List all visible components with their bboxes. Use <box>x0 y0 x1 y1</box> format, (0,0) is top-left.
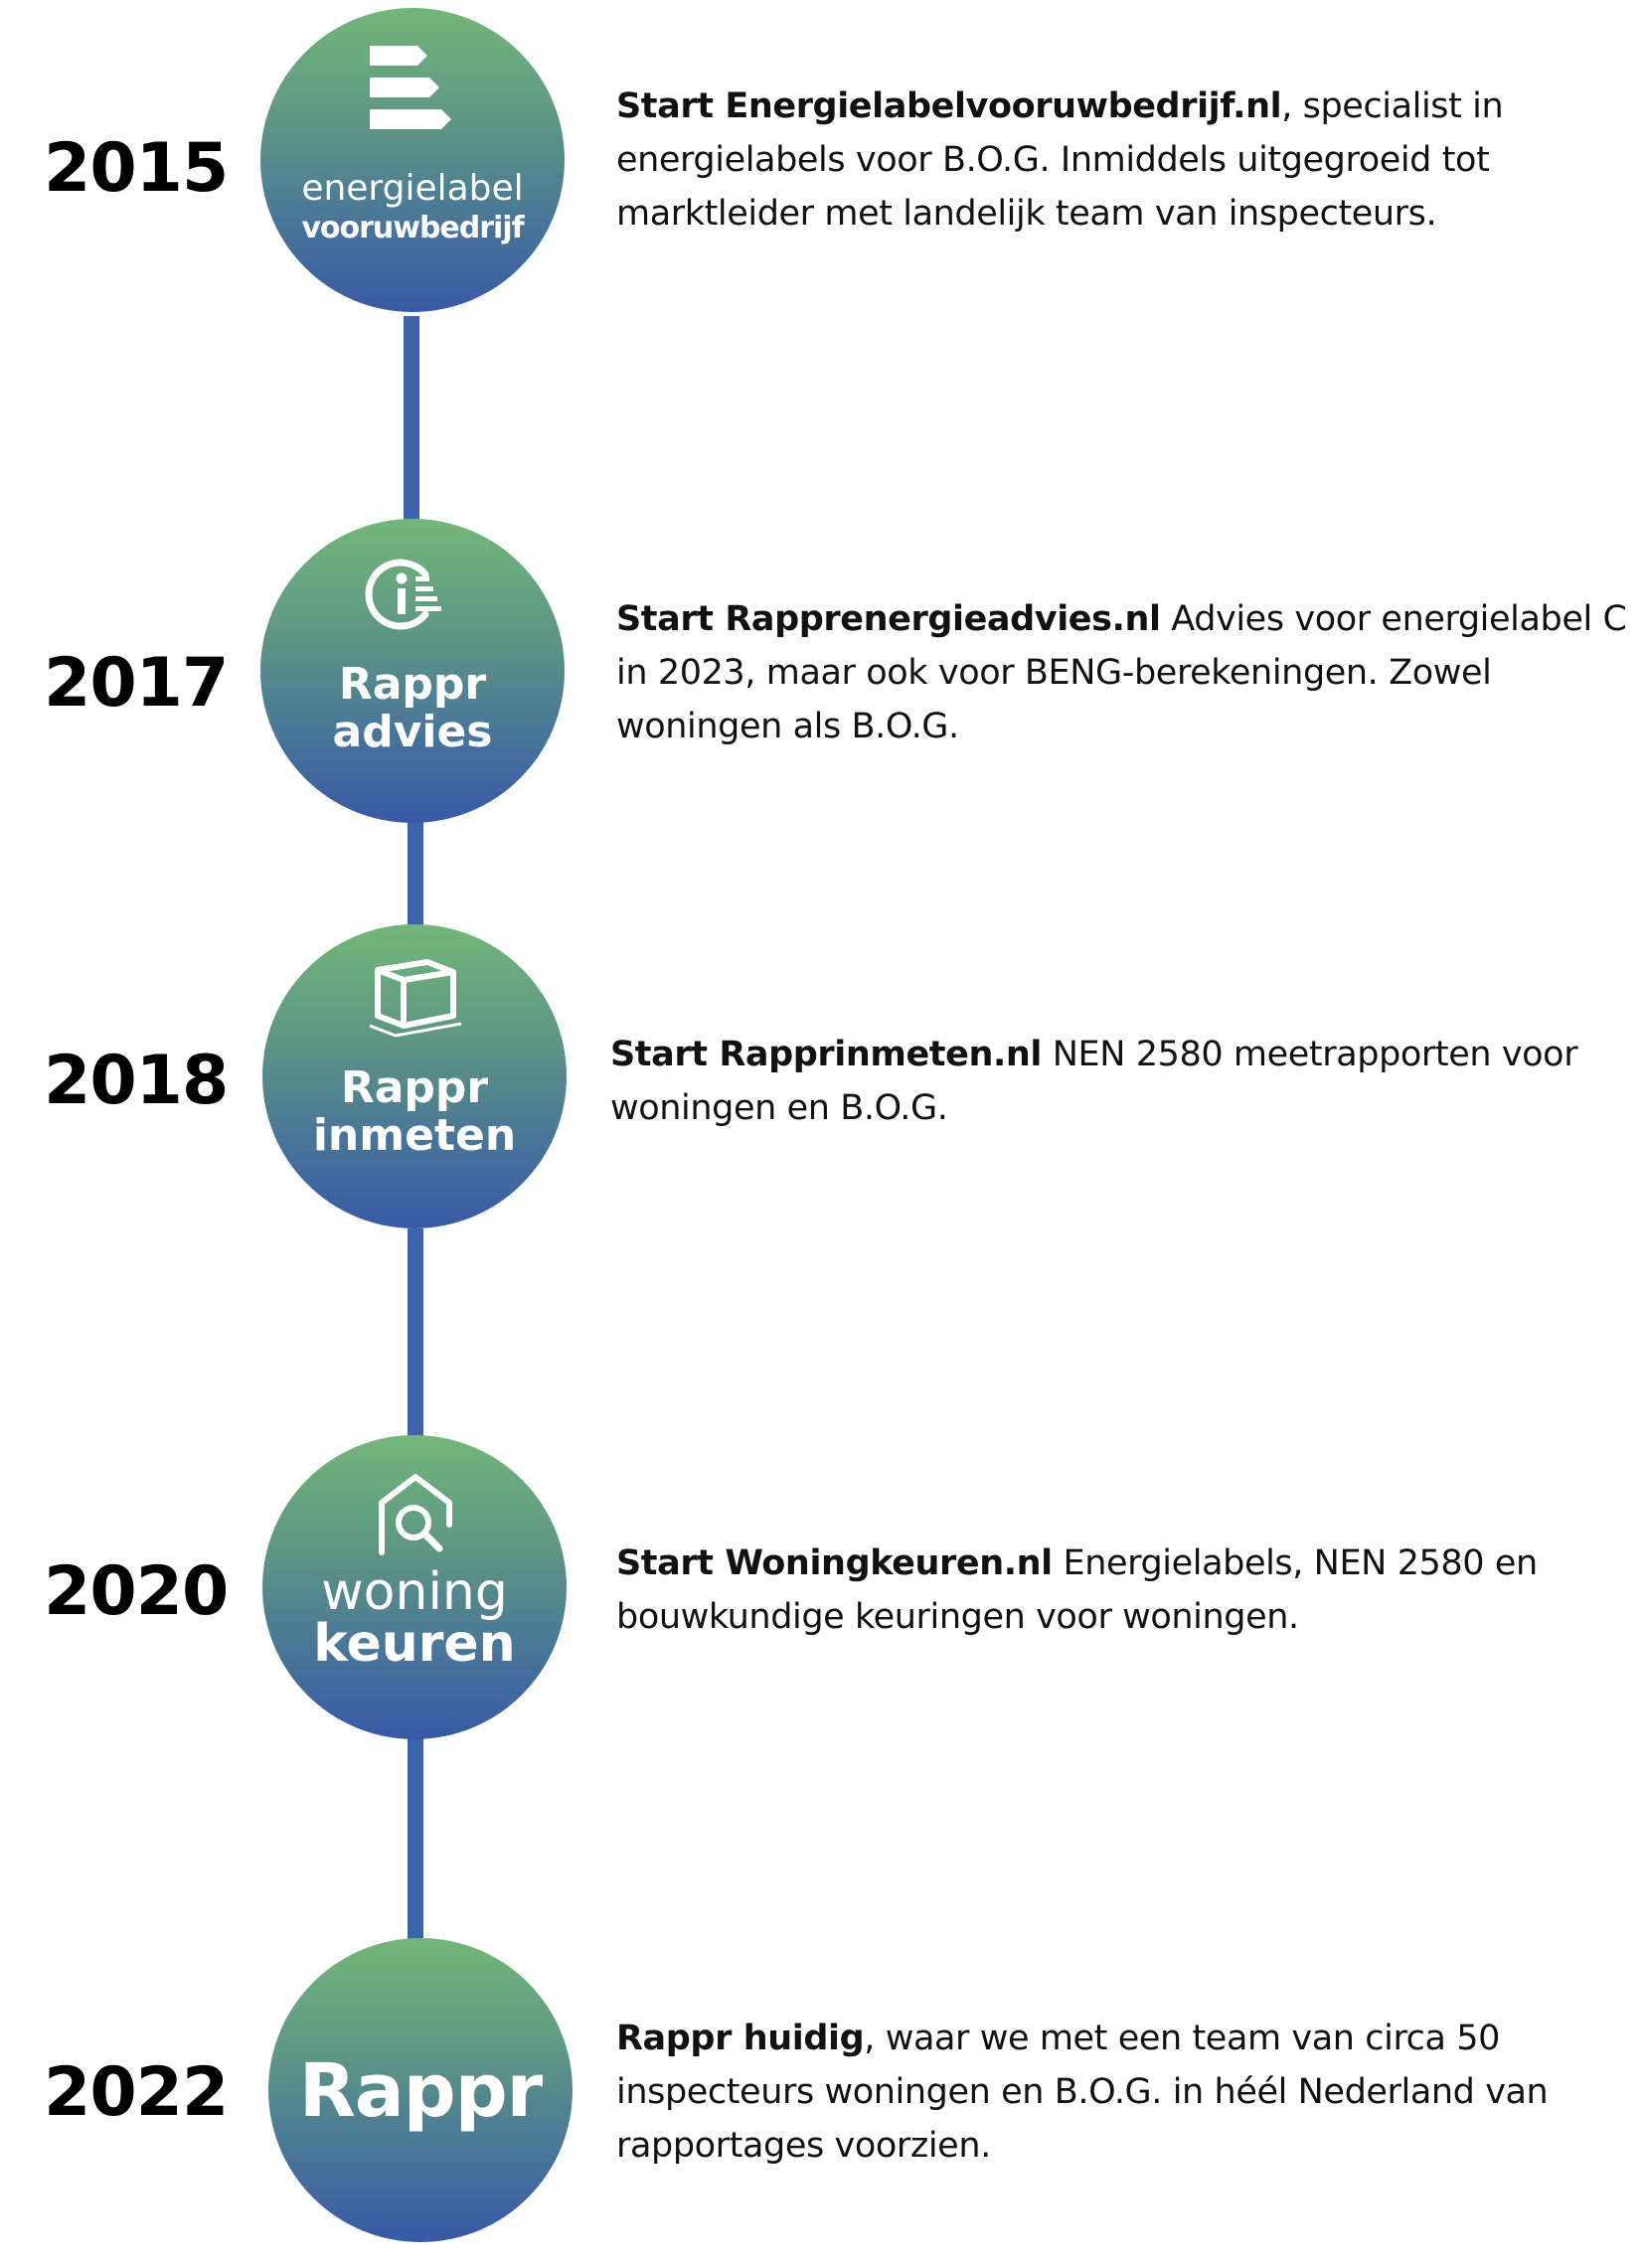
milestone-description-2015 <box>616 80 1630 241</box>
milestone-year-2017: 2017 <box>44 644 229 723</box>
logo-line-1: energielabel <box>301 168 524 209</box>
description-text: , waar we met een team van circa 50 inspecteurs woningen en B.O.G. in héél Nederland van rapportages voorzien. <box>616 2019 1549 2166</box>
milestone-year-2018: 2018 <box>44 1042 229 1120</box>
logo-line-1: Rappr <box>338 659 487 710</box>
timeline-connector-2018-2020 <box>408 1228 423 1437</box>
logo-line-2: keuren <box>313 1614 516 1674</box>
logo-line-2: vooruwbedrijf <box>301 211 524 245</box>
milestone-year-2020: 2020 <box>44 1552 229 1631</box>
info-advice-icon <box>364 557 463 636</box>
logo-line-1: Rappr <box>340 1062 489 1113</box>
house-magnifier-icon <box>376 1473 455 1558</box>
description-heading: Start Energielabelvooruwbedrijf.nl <box>616 86 1282 126</box>
description-heading: Start Woningkeuren.nl <box>616 1543 1053 1583</box>
milestone-description-2018 <box>610 1028 1624 1135</box>
timeline-connector-2020-2022 <box>408 1735 423 1940</box>
logo-rappr <box>268 1938 573 2242</box>
description-heading: Rappr huidig <box>616 2019 865 2058</box>
description-text: , specialist in energielabels voor B.O.G. Inmiddels uitgegroeid tot marktleider met landelijk team van inspecteurs. <box>616 86 1504 234</box>
description-text: Advies voor energielabel C in 2023, maar ook voor BENG-berekeningen. Zowel woningen als B.O.G. <box>616 599 1627 746</box>
milestone-description-2017 <box>616 592 1630 753</box>
energy-label-bars-icon <box>368 44 467 133</box>
logo-line-2: inmeten <box>312 1110 517 1161</box>
logo-line-2: advies <box>332 707 493 757</box>
logo-rappr-advies <box>260 519 565 823</box>
description-heading: Start Rapprenergieadvies.nl <box>616 599 1161 639</box>
logo-woningkeuren <box>262 1435 567 1739</box>
logo-rappr-inmeten <box>262 924 567 1228</box>
description-text: Energielabels, NEN 2580 en bouwkundige keuringen voor woningen. <box>616 1543 1538 1637</box>
logo-energielabel-vooruwbedrijf <box>260 8 565 312</box>
milestone-description-2020 <box>616 1537 1630 1644</box>
logo-line-1: woning <box>321 1562 508 1622</box>
floorplan-cube-icon <box>366 954 465 1044</box>
timeline-connector-2015-2017 <box>404 316 419 521</box>
timeline-connector-2017-2018 <box>408 821 423 930</box>
description-text: NEN 2580 meetrapporten voor woningen en B.O.G. <box>610 1035 1578 1128</box>
milestone-year-2015: 2015 <box>44 129 229 208</box>
description-heading: Start Rapprinmeten.nl <box>610 1035 1042 1074</box>
milestone-description-2022 <box>616 2012 1630 2173</box>
logo-line-1: Rappr <box>298 2048 543 2134</box>
milestone-year-2022: 2022 <box>44 2053 229 2132</box>
